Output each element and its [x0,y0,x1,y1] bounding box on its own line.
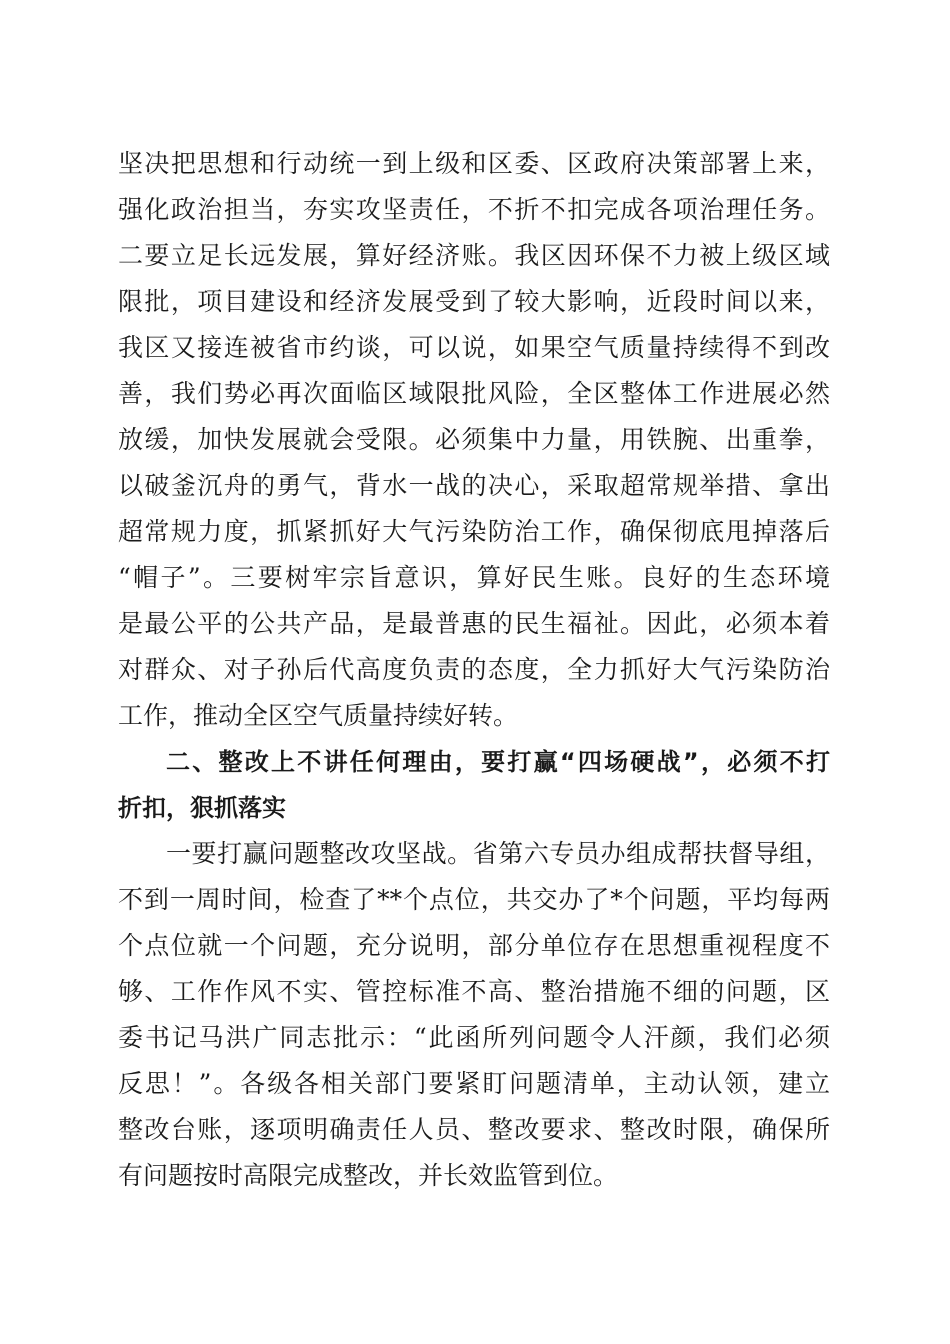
paragraph-line: 有问题按时高限完成整改，并长效监管到位。 [118,1161,619,1190]
paragraph-line: 强化政治担当，夯实攻坚责任，不折不扣完成各项治理任务。 [118,195,830,224]
paragraph-line: 放缓，加快发展就会受限。必须集中力量，用铁腕、出重拳， [118,425,830,454]
section-heading-line: 二、整改上不讲任何理由，要打赢“四场硬战”，必须不打 [166,748,830,776]
paragraph-line: 个点位就一个问题，充分说明，部分单位存在思想重视程度不 [118,931,830,960]
paragraph-line: 善，我们势必再次面临区域限批风险，全区整体工作进展必然 [118,379,830,408]
paragraph-line: 坚决把思想和行动统一到上级和区委、区政府决策部署上来， [118,149,830,178]
paragraph-line: “帽子”。三要树牢宗旨意识，算好民生账。良好的生态环境 [118,563,830,592]
paragraph-line: 整改台账，逐项明确责任人员、整改要求、整改时限，确保所 [118,1115,830,1144]
paragraph-line: 限批，项目建设和经济发展受到了较大影响，近段时间以来， [118,287,830,316]
section-heading-line: 折扣，狠抓落实 [118,794,286,822]
paragraph-line: 以破釜沉舟的勇气，背水一战的决心，采取超常规举措、拿出 [118,471,830,500]
paragraph-line: 反思！”。各级各相关部门要紧盯问题清单，主动认领，建立 [118,1069,830,1098]
paragraph-line: 够、工作作风不实、管控标准不高、整治措施不细的问题，区 [118,977,830,1006]
paragraph-line: 二要立足长远发展，算好经济账。我区因环保不力被上级区域 [118,241,830,270]
paragraph-line: 委书记马洪广同志批示：“此函所列问题令人汗颜，我们必须 [118,1023,830,1052]
paragraph-line: 对群众、对子孙后代高度负责的态度，全力抓好大气污染防治 [118,655,830,684]
paragraph-line: 一要打赢问题整改攻坚战。省第六专员办组成帮扶督导组， [166,839,830,868]
paragraph-line: 工作，推动全区空气质量持续好转。 [118,701,519,730]
paragraph-line: 我区又接连被省市约谈，可以说，如果空气质量持续得不到改 [118,333,830,362]
paragraph-line: 是最公平的公共产品，是最普惠的民生福祉。因此，必须本着 [118,609,830,638]
paragraph-line: 超常规力度，抓紧抓好大气污染防治工作，确保彻底甩掉落后 [118,517,830,546]
paragraph-line: 不到一周时间，检查了**个点位，共交办了*个问题，平均每两 [118,885,830,914]
